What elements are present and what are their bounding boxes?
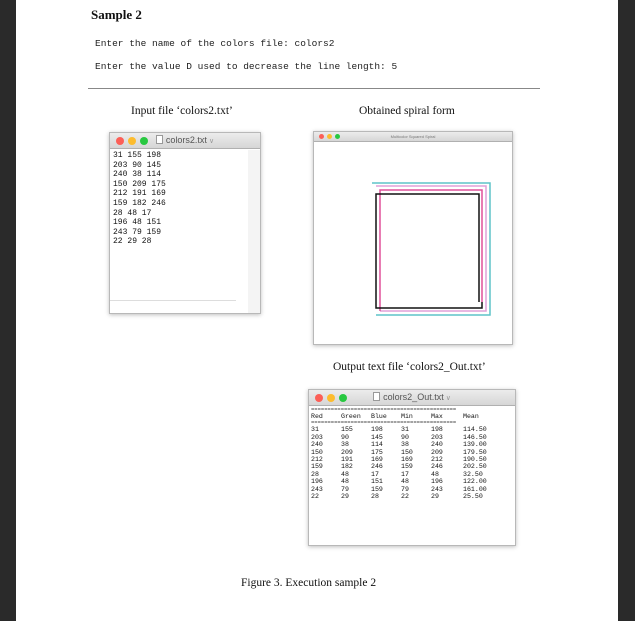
divider — [88, 88, 540, 89]
table-cell: 32.50 — [463, 470, 483, 478]
section-title: Sample 2 — [91, 7, 142, 22]
input-file-window — [109, 132, 261, 314]
table-cell: 179.50 — [463, 448, 487, 456]
window-titlebar — [309, 390, 515, 406]
table-cell: 38 — [401, 441, 409, 449]
text-editor-area[interactable] — [309, 407, 515, 545]
table-cell: 48 — [401, 478, 409, 486]
table-cell: 209 — [431, 448, 443, 456]
file-line: 150 209 175 — [113, 179, 166, 189]
table-cell: 190.50 — [463, 456, 487, 464]
table-cell: 25.50 — [463, 493, 483, 501]
table-cell: 243 — [431, 485, 443, 493]
column-header: Blue — [371, 413, 387, 420]
spiral-line-cyan — [372, 183, 490, 315]
table-cell: 22 — [401, 493, 409, 501]
file-icon — [373, 392, 380, 401]
figure-caption: Figure 3. Execution sample 2 — [241, 577, 377, 589]
column-header: Green — [341, 413, 361, 420]
column-header: Red — [311, 413, 323, 420]
window-titlebar — [314, 132, 512, 142]
table-cell: 114.50 — [463, 426, 487, 434]
table-cell: 202.50 — [463, 463, 487, 471]
table-cell: 28 — [311, 470, 319, 478]
spiral-line-pink — [376, 186, 486, 311]
table-cell: 151 — [371, 478, 383, 486]
table-cell: 31 — [401, 426, 409, 434]
table-cell: 169 — [371, 456, 383, 464]
table-row — [311, 441, 499, 448]
table-cell: 139.00 — [463, 441, 487, 449]
table-cell: 212 — [311, 456, 323, 464]
spiral-line-black — [376, 194, 482, 308]
window-title: colors2_Out.txt — [383, 392, 444, 402]
file-line: 212 191 169 — [113, 189, 166, 199]
file-line: 203 90 145 — [113, 160, 162, 170]
table-cell: 169 — [401, 456, 413, 464]
table-cell: 17 — [371, 470, 379, 478]
table-row — [311, 493, 499, 500]
table-cell: 243 — [311, 485, 323, 493]
table-row — [311, 463, 499, 470]
table-cell: 240 — [431, 441, 443, 449]
table-cell: 29 — [341, 493, 349, 501]
output-file-window — [308, 389, 516, 546]
table-cell: 145 — [371, 433, 383, 441]
chevron-down-icon[interactable]: ∨ — [445, 395, 451, 402]
table-cell: 90 — [401, 433, 409, 441]
table-header-row — [311, 413, 499, 420]
caption-input-file: Input file ‘colors2.txt’ — [131, 105, 233, 117]
file-line: 196 48 151 — [113, 218, 162, 228]
table-cell: 90 — [341, 433, 349, 441]
file-line: 31 155 198 — [113, 151, 162, 160]
table-cell: 209 — [341, 448, 353, 456]
window-title: colors2.txt — [165, 135, 207, 145]
table-row — [311, 471, 499, 478]
table-cell: 196 — [431, 478, 443, 486]
file-line: 159 182 246 — [113, 198, 166, 208]
output-table-body — [311, 426, 499, 500]
table-row — [311, 426, 499, 433]
table-cell: 182 — [341, 463, 353, 471]
table-cell: 38 — [341, 441, 349, 449]
separator-line: ============================================ — [311, 407, 457, 413]
column-header: Min — [401, 413, 413, 420]
table-cell: 240 — [311, 441, 323, 449]
table-cell: 150 — [311, 448, 323, 456]
file-line: 28 48 17 — [113, 208, 152, 218]
table-cell: 155 — [341, 426, 353, 434]
table-cell: 17 — [401, 470, 409, 478]
table-cell: 122.00 — [463, 478, 487, 486]
table-cell: 198 — [371, 426, 383, 434]
file-line: 243 79 159 — [113, 227, 162, 237]
table-row — [311, 486, 499, 493]
table-cell: 31 — [311, 426, 319, 434]
column-header: Mean — [463, 413, 479, 420]
table-cell: 22 — [311, 493, 319, 501]
caption-spiral: Obtained spiral form — [359, 105, 455, 117]
separator-line: ============================================ — [311, 420, 457, 427]
chevron-down-icon[interactable]: ∨ — [208, 138, 215, 145]
table-cell: 212 — [431, 456, 443, 464]
table-cell: 150 — [401, 448, 413, 456]
console-line-decrease: Enter the value D used to decrease the line length: 5 — [95, 61, 398, 72]
table-cell: 28 — [371, 493, 379, 501]
table-cell: 79 — [401, 485, 409, 493]
table-cell: 146.50 — [463, 433, 487, 441]
input-file-content — [110, 150, 248, 247]
table-cell: 196 — [311, 478, 323, 486]
table-cell: 246 — [371, 463, 383, 471]
table-cell: 29 — [431, 493, 439, 501]
table-row — [311, 478, 499, 485]
table-row — [311, 434, 499, 441]
caption-output-file: Output text file ‘colors2_Out.txt’ — [333, 361, 486, 373]
column-header: Max — [431, 413, 443, 420]
console-line-filename: Enter the name of the colors file: colors2 — [95, 38, 335, 49]
table-cell: 191 — [341, 456, 353, 464]
table-cell: 79 — [341, 485, 349, 493]
table-cell: 203 — [431, 433, 443, 441]
table-cell: 48 — [341, 470, 349, 478]
file-line: 22 29 28 — [113, 237, 152, 247]
spiral-line-magenta — [380, 190, 482, 311]
window-title: Multicolor Squared Spiral — [390, 134, 436, 139]
table-cell: 159 — [401, 463, 413, 471]
text-editor-area[interactable] — [110, 150, 260, 313]
table-cell: 246 — [431, 463, 443, 471]
file-icon — [156, 135, 163, 144]
spiral-canvas — [314, 142, 512, 344]
output-table — [311, 413, 499, 420]
table-cell: 159 — [311, 463, 323, 471]
table-cell: 48 — [341, 478, 349, 486]
file-line: 240 38 114 — [113, 170, 162, 180]
table-cell: 175 — [371, 448, 383, 456]
spiral-window — [313, 131, 513, 345]
table-row — [311, 456, 499, 463]
table-cell: 48 — [431, 470, 439, 478]
table-cell: 161.00 — [463, 485, 487, 493]
table-cell: 198 — [431, 426, 443, 434]
table-row — [311, 449, 499, 456]
table-cell: 203 — [311, 433, 323, 441]
document-page — [16, 0, 618, 621]
table-cell: 159 — [371, 485, 383, 493]
window-titlebar — [110, 133, 260, 149]
table-cell: 114 — [371, 441, 383, 449]
